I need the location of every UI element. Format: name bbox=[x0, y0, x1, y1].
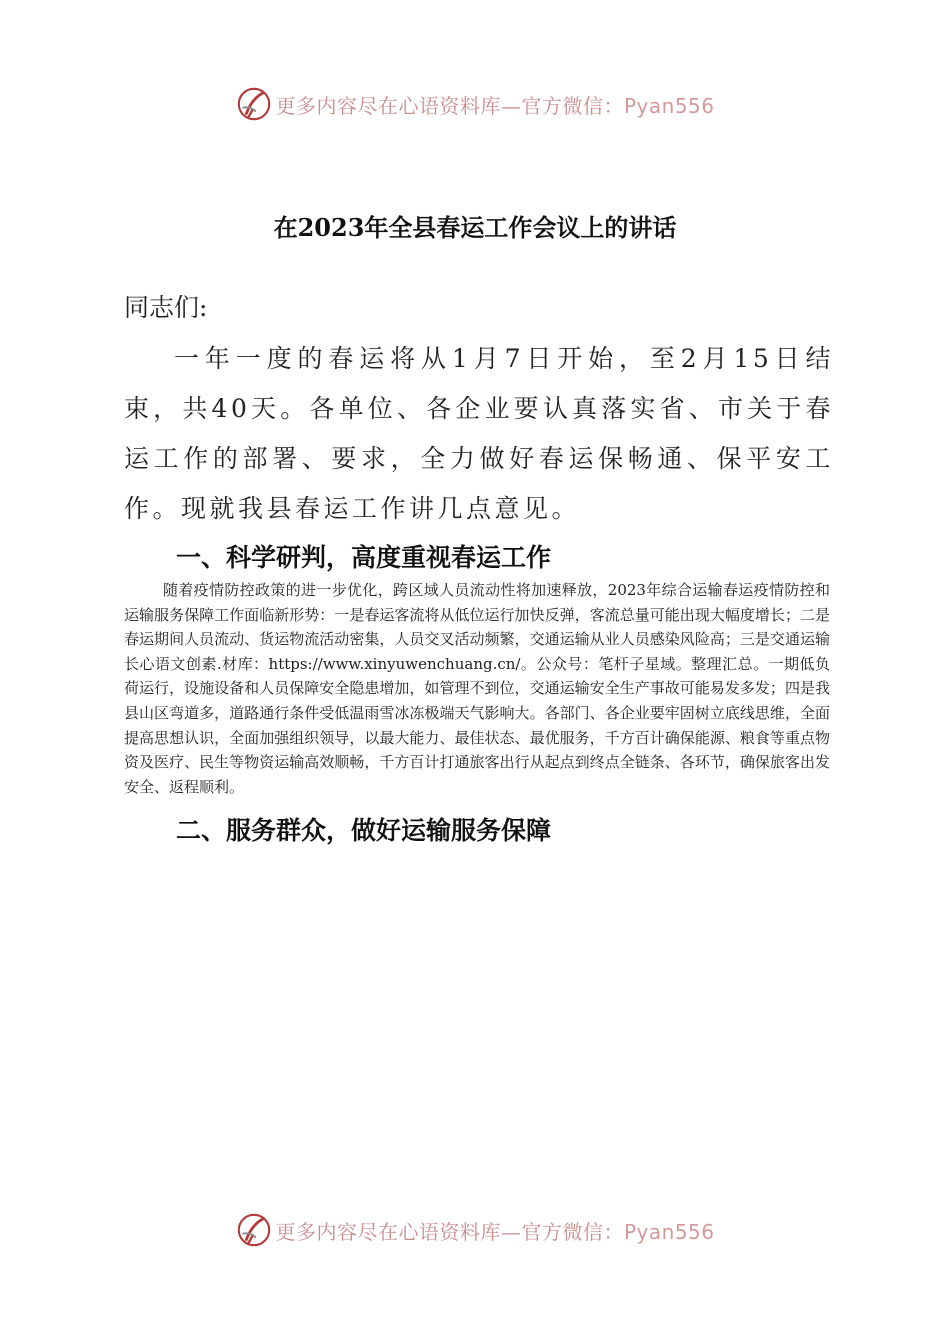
footer-banner bbox=[0, 1208, 950, 1252]
banner-separator: — bbox=[500, 93, 522, 118]
section-1-heading: 一、科学研判，高度重视春运工作 bbox=[176, 543, 552, 572]
banner-text bbox=[275, 90, 714, 119]
banner-slogan: 更多内容尽在心语资料库 bbox=[275, 93, 501, 118]
footer-banner-contact-label: 官方微信： bbox=[521, 1219, 624, 1244]
pen-logo-icon bbox=[235, 1211, 273, 1249]
banner-contact-value: Pyan556 bbox=[623, 93, 715, 118]
section-1-body: 随着疫情防控政策的进一步优化，跨区域人员流动性将加速释放，2023年综合运输春运疫情防控和运输服务保障工作面临新形势：一是春运客流将从低位运行加快反弹，客流总量可能出现大幅度增长；二是春运期间人员流动、货运物流活动密集，人员交叉活动频繁，交通运输从业人员感染风险高；三是交通运输长心语文创素.材库：https://www.xinyuwenchuang.cn/。公众号：笔杆子星域。整理汇总。一期低负荷运行，设施设备和人员保障安全隐患增加，如管理不到位，交通运输安全生产事故可能易发多发；四是我县山区弯道多，道路通行条件受低温雨雪冰冻极端天气影响大。各部门、各企业要牢固树立底线思维，全面提高思想认识，全面加强组织领导，以最大能力、最佳状态、最优服务，千方百计确保能源、粮食等重点物资及医疗、民生等物资运输高效顺畅，千方百计打通旅客出行从起点到终点全链条、各环节，确保旅客出发安全、返程顺利。 bbox=[124, 581, 830, 796]
intro-paragraph: 一年一度的春运将从1月7日开始，至2月15日结束，共40天。各单位、各企业要认真落实省、市关于春运工作的部署、要求，全力做好春运保畅通、保平安工作。现就我县春运工作讲几点意见。 bbox=[124, 344, 834, 523]
section-2-heading: 二、服务群众，做好运输服务保障 bbox=[176, 816, 552, 845]
pen-logo-icon bbox=[235, 85, 273, 123]
document-title: 在2023年全县春运工作会议上的讲话 bbox=[273, 213, 677, 242]
footer-banner-slogan: 更多内容尽在心语资料库 bbox=[275, 1219, 501, 1244]
header-banner bbox=[0, 82, 950, 126]
footer-banner-contact-value: Pyan556 bbox=[623, 1219, 715, 1244]
greeting: 同志们: bbox=[124, 293, 208, 322]
banner-contact-label: 官方微信： bbox=[521, 93, 624, 118]
footer-banner-separator: — bbox=[500, 1219, 522, 1244]
footer-banner-text bbox=[275, 1216, 714, 1245]
